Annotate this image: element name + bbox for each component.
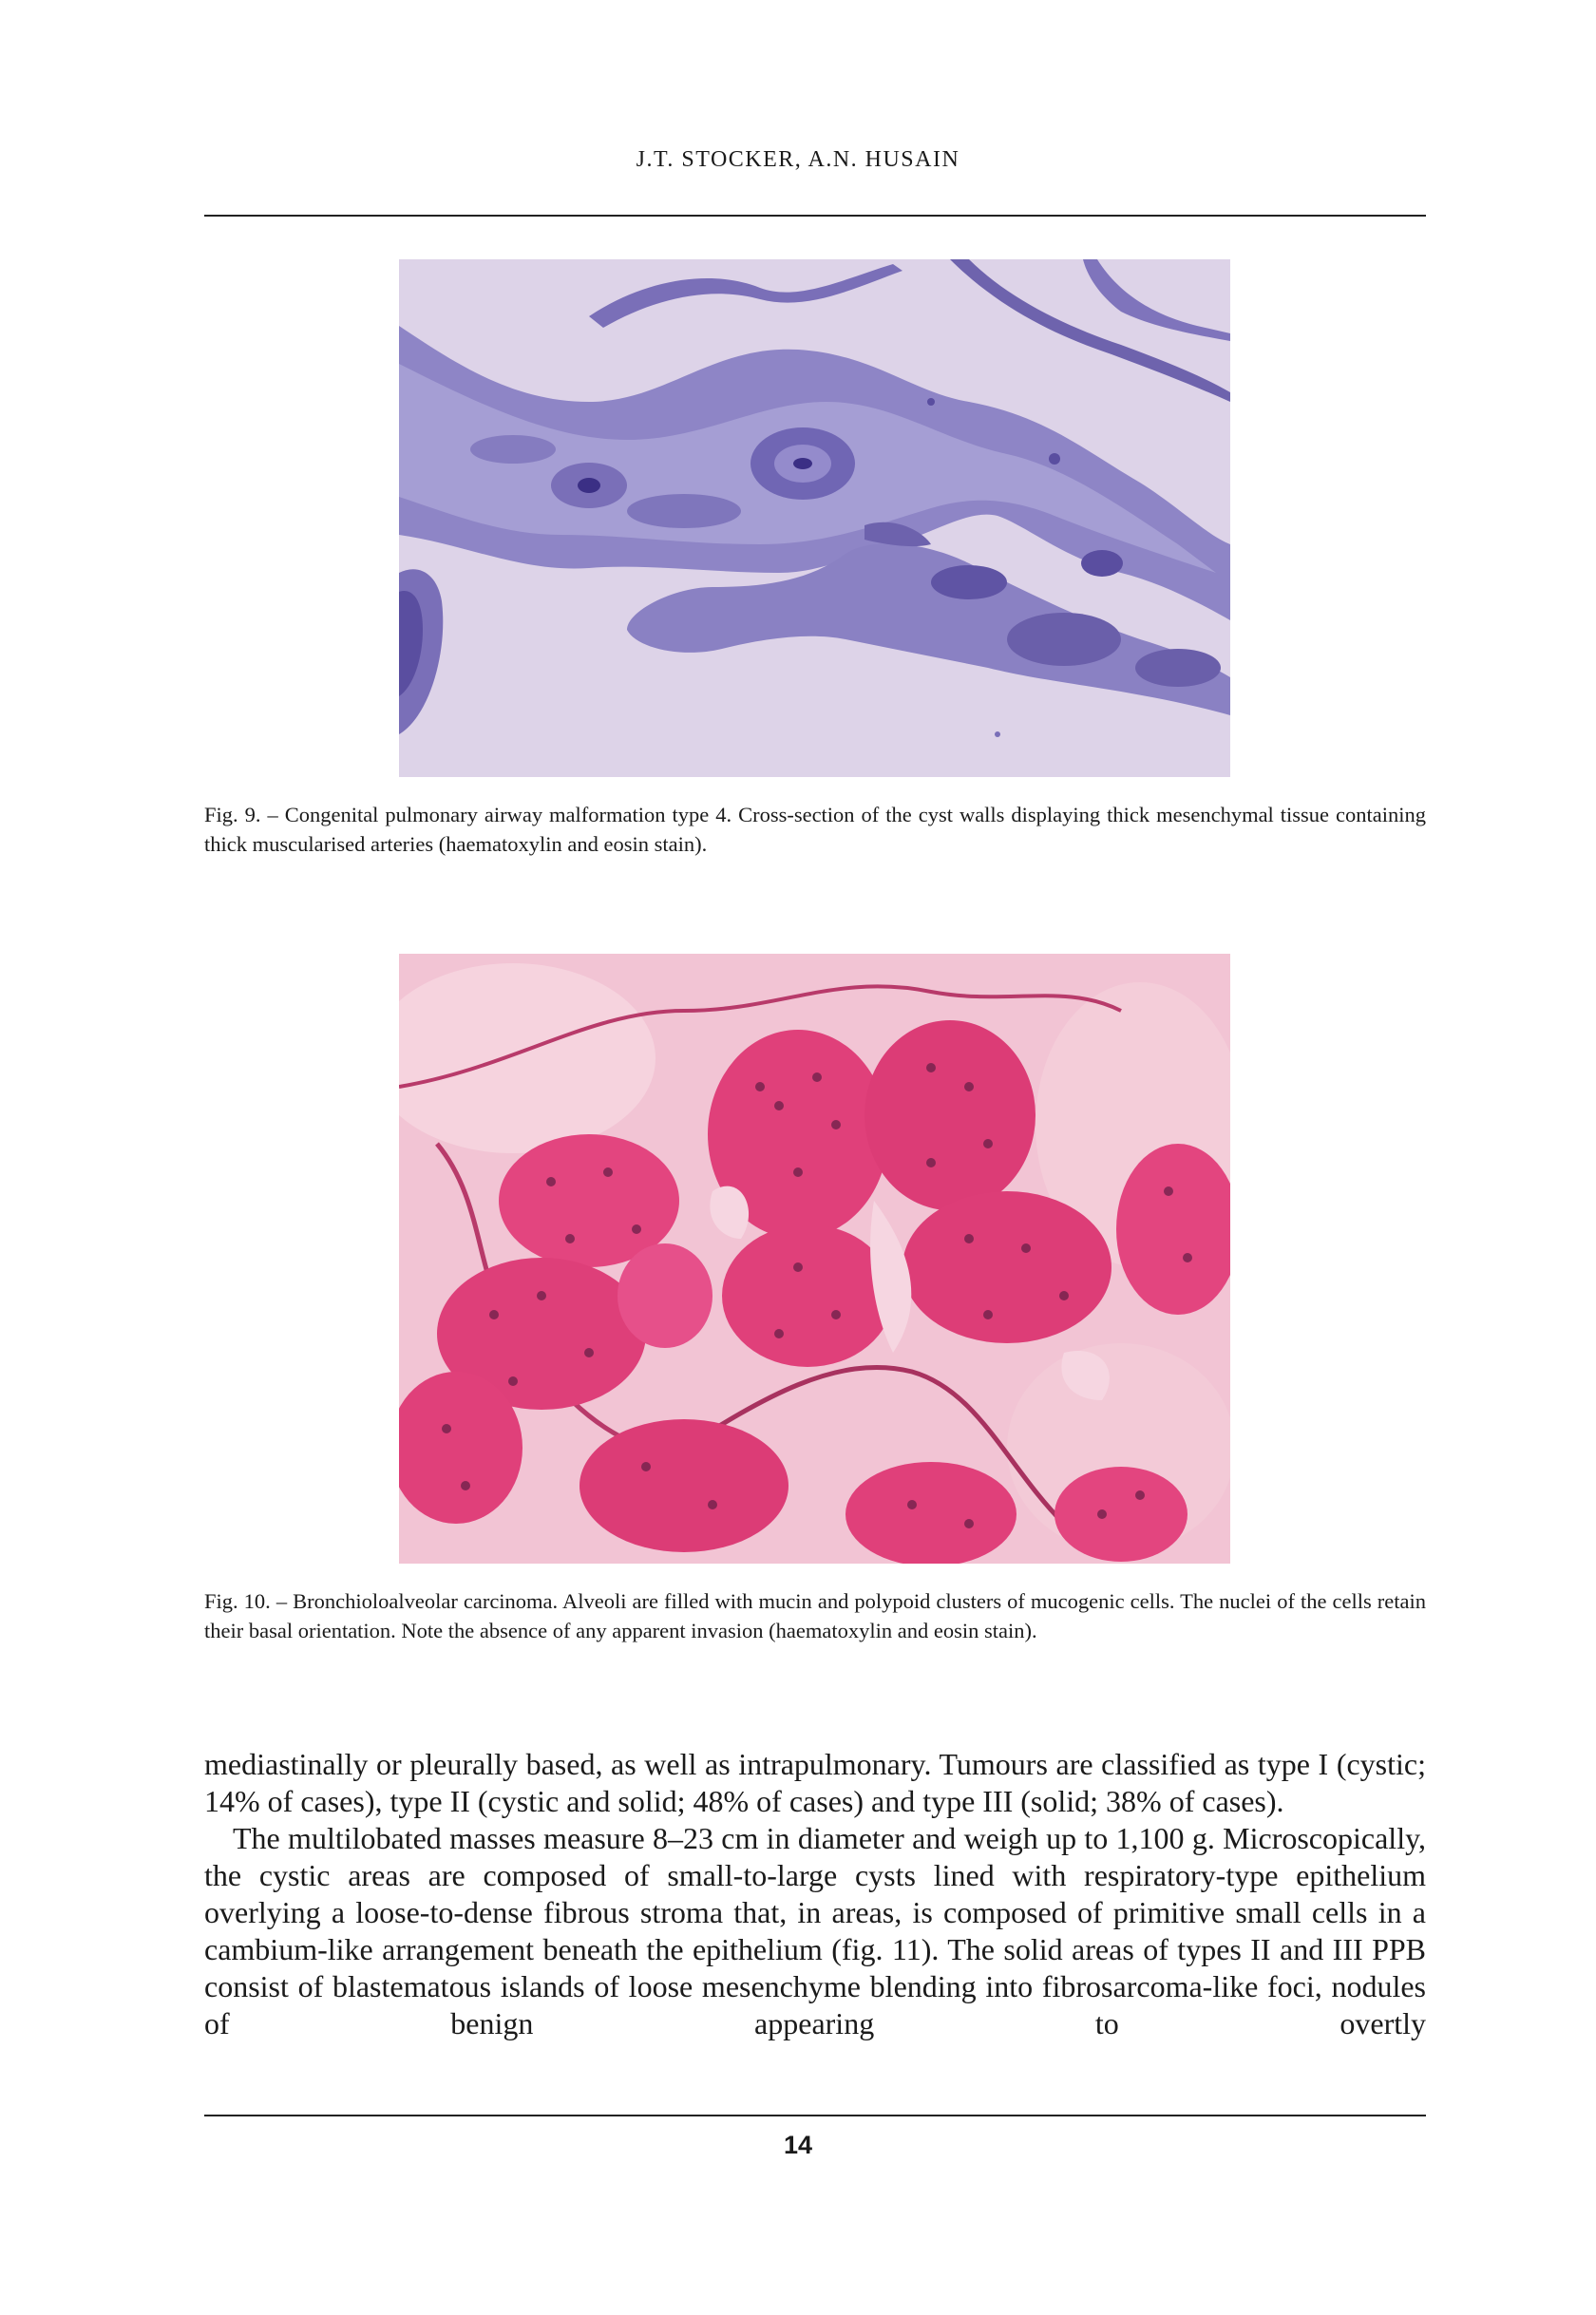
figure-10-caption: Fig. 10. – Bronchioloalveolar carcinoma. Alveoli are filled with mucin and polypoid clusters of mucogenic cells. The nuclei of the cells retain their basal orientation. Note the absence of any apparent invasion (haematoxylin and eosin stain).: [204, 1589, 1426, 1642]
running-head: J.T. STOCKER, A.N. HUSAIN: [636, 147, 960, 172]
body-paragraph-2: The multilobated masses measure 8–23 cm in diameter and weigh up to 1,100 g. Microscopically, the cystic areas are composed of small-to-large cysts lined with respiratory-type epithelium overlying a loose-to-dense fibrous stroma that, in areas, is composed of primitive small cells in a cambium-like arrangement beneath the epithelium (fig. 11). The solid areas of types II and III PPB consist of blastematous islands of loose mesenchyme blending into fibrosarcoma-like foci, nodules of benign appearing to overtly: [204, 1821, 1426, 2040]
body-paragraph-1: mediastinally or pleurally based, as well as intrapulmonary. Tumours are classified as type I (cystic; 14% of cases), type II (cystic and solid; 48% of cases) and type III (solid; 38% of cases).: [204, 1747, 1426, 1818]
figure-10-micrograph: [399, 954, 1230, 1564]
figure-9-caption: Fig. 9. – Congenital pulmonary airway malformation type 4. Cross-section of the cyst walls displaying thick mesenchymal tissue containing thick muscularised arteries (haematoxylin and eosin stain).: [204, 803, 1426, 856]
header-rule: [204, 215, 1426, 217]
page-number: 14: [783, 2131, 813, 2159]
body-text: [204, 1746, 1426, 2042]
footer-rule: [204, 2115, 1426, 2116]
figure-9-micrograph: [399, 259, 1230, 777]
